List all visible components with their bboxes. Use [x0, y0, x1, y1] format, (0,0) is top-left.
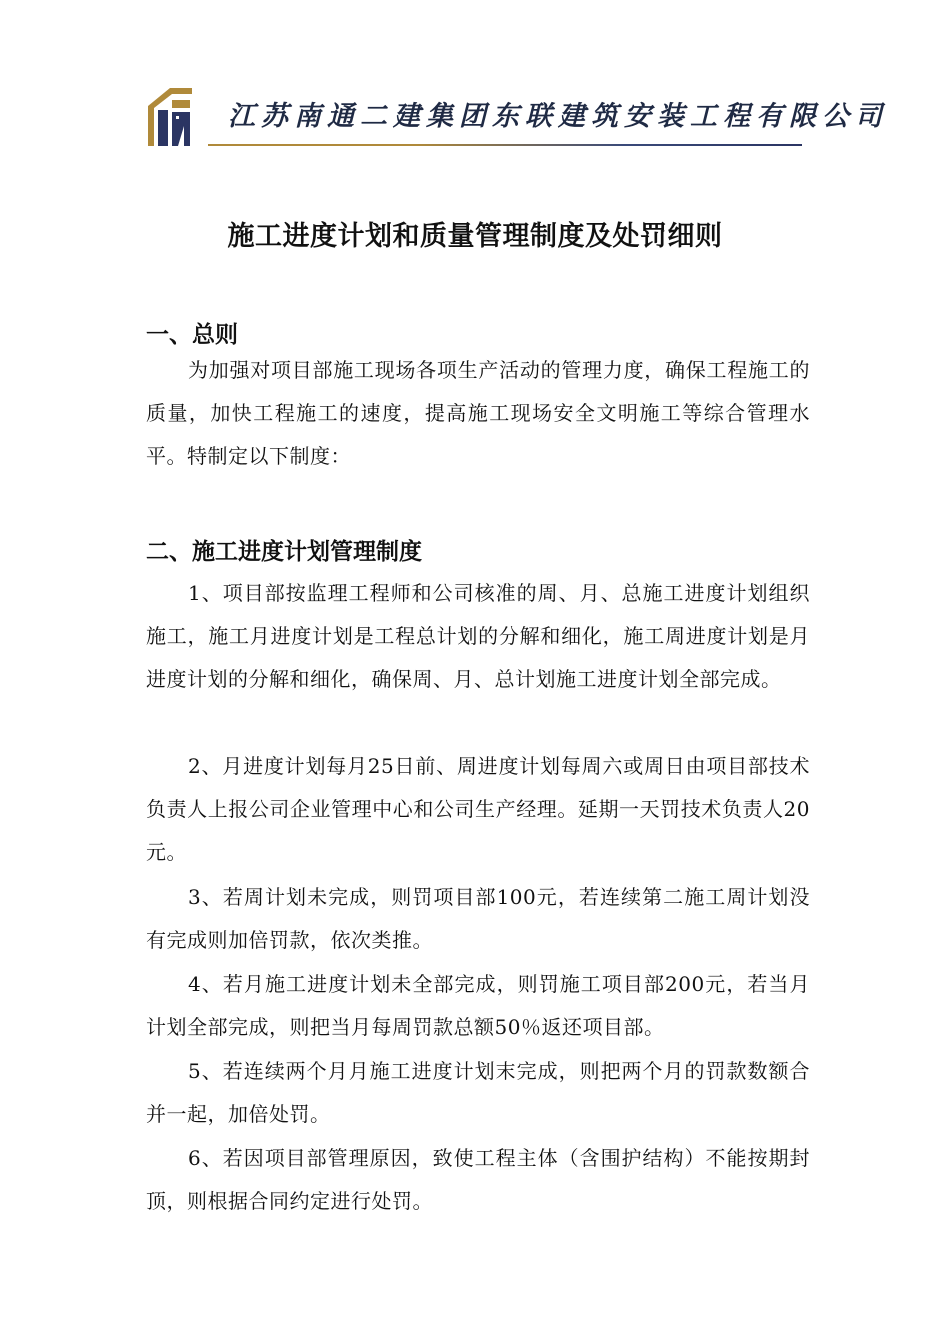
section-heading-schedule: 二、施工进度计划管理制度 [146, 538, 422, 565]
paragraph: 3、若周计划未完成，则罚项目部100元，若连续第二施工周计划没有完成则加倍罚款，依次类推。 [146, 885, 810, 952]
paragraph: 1、项目部按监理工程师和公司核准的周、月、总施工进度计划组织施工，施工月进度计划是工程总计划的分解和细化，施工周进度计划是月进度计划的分解和细化，确保周、月、总计划施工进度计划全部完成。 [146, 581, 810, 691]
paragraph: 5、若连续两个月月施工进度计划末完成，则把两个月的罚款数额合并一起，加倍处罚。 [146, 1059, 810, 1126]
paragraph: 6、若因项目部管理原因，致使工程主体（含围护结构）不能按期封顶，则根据合同约定进行处罚。 [146, 1146, 810, 1213]
page-header [146, 86, 888, 150]
company-name: 江苏南通二建集团东联建筑安装工程有限公司 [228, 101, 888, 132]
header-divider [208, 144, 802, 146]
paragraph: 2、月进度计划每月25日前、周进度计划每周六或周日由项目部技术负责人上报公司企业管理中心和公司生产经理。延期一天罚技术负责人20元。 [146, 754, 810, 864]
company-logo-icon [146, 86, 194, 148]
paragraph: 4、若月施工进度计划未全部完成，则罚施工项目部200元，若当月计划全部完成，则把当月每周罚款总额50％返还项目部。 [146, 972, 810, 1039]
document-title: 施工进度计划和质量管理制度及处罚细则 [227, 221, 723, 252]
section-heading-general: 一、总则 [146, 321, 238, 348]
paragraph: 为加强对项目部施工现场各项生产活动的管理力度，确保工程施工的质量，加快工程施工的速度，提高施工现场安全文明施工等综合管理水平。特制定以下制度： [146, 358, 810, 468]
